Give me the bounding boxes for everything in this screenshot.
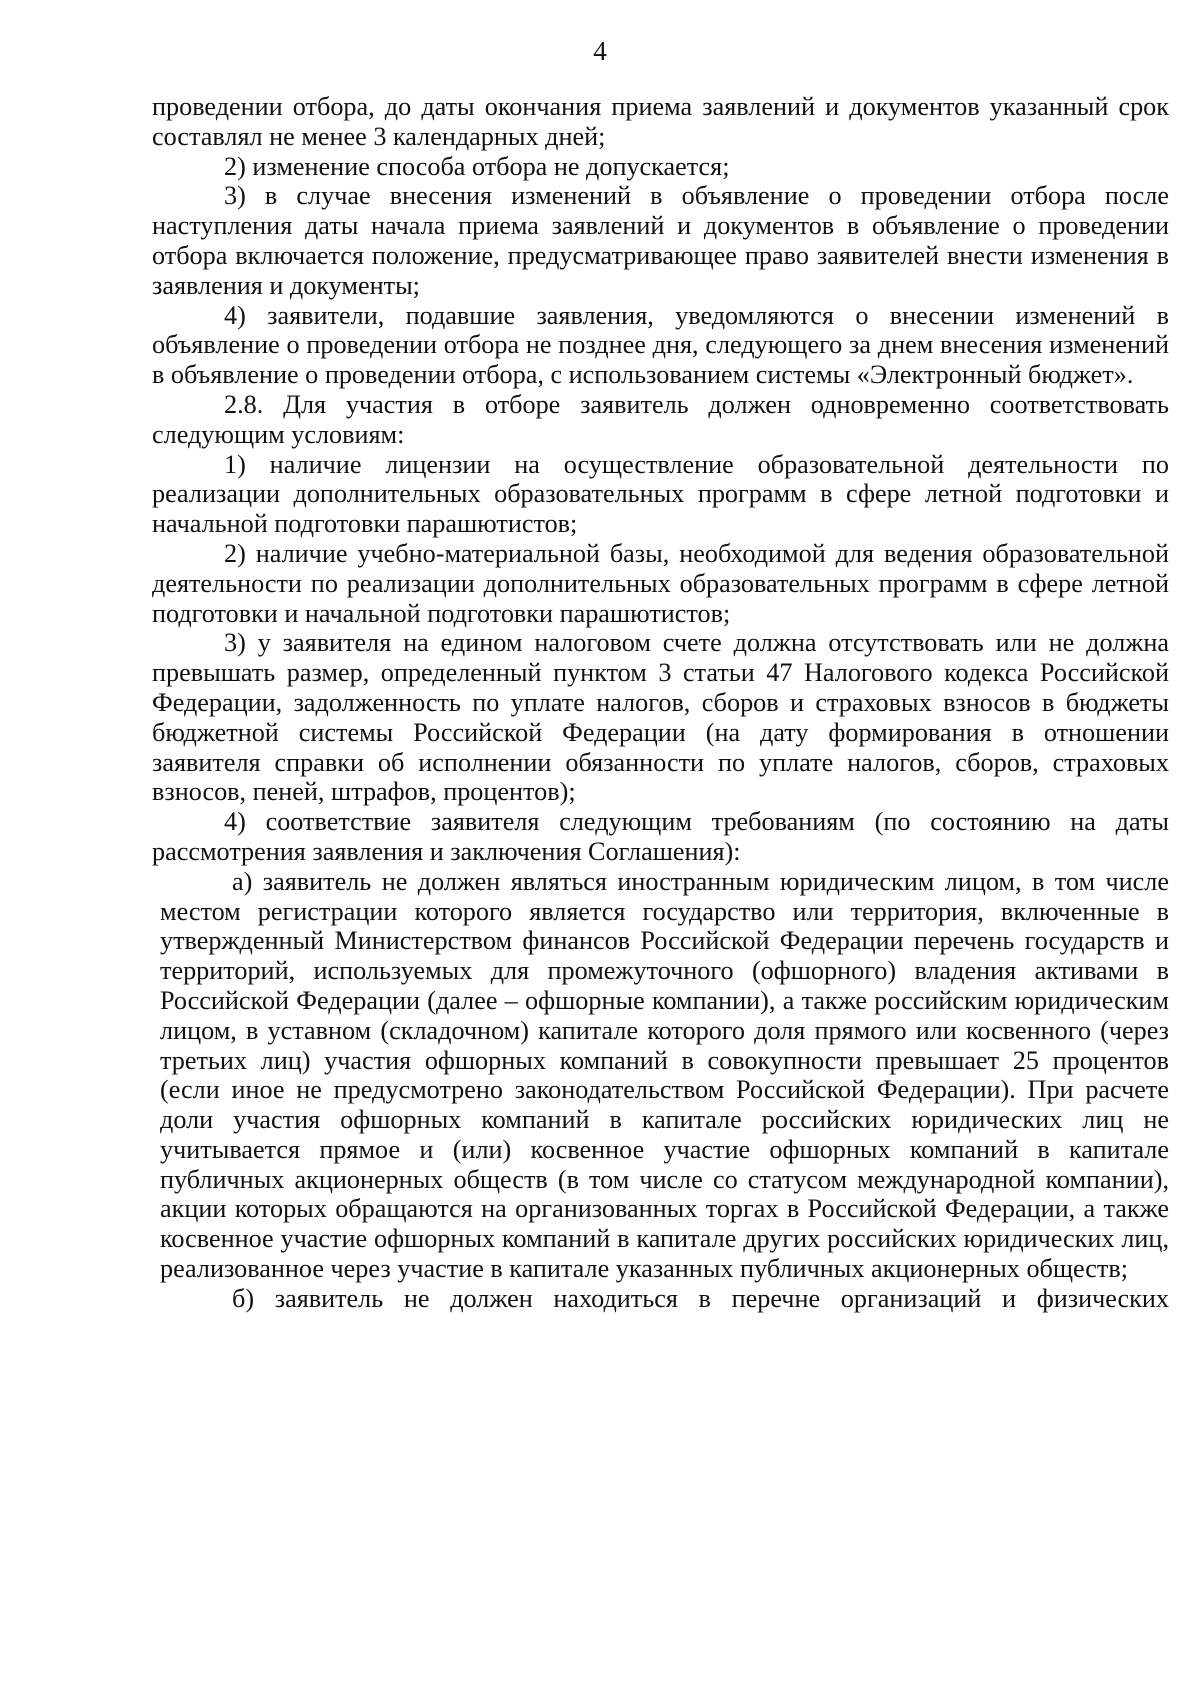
document-body xyxy=(152,92,1169,1314)
paragraph-continuation: проведении отбора, до даты окончания приема заявлений и документов указанный срок составлял не менее 3 календарных дней; xyxy=(152,92,1169,151)
paragraph-condition-1: 1) наличие лицензии на осуществление образовательной деятельности по реализации дополнительных образовательных программ в сфере летной подготовки и начальной подготовки парашютистов; xyxy=(152,449,1169,539)
paragraph-item-4: 4) заявители, подавшие заявления, уведомляются о внесении изменений в объявление о проведении отбора не позднее дня, следующего за днем внесения изменений в объявление о проведении отбора, с использованием системы «Электронный бюджет». xyxy=(152,300,1169,390)
paragraph-condition-3: 3) у заявителя на едином налоговом счете должна отсутствовать или не должна превышать размер, определенный пунктом 3 статьи 47 Налогового кодекса Российской Федерации, задолженность по уплате налогов, сборов и страховых взносов в бюджеты бюджетной системы Российской Федерации (на дату формирования в отношении заявителя справки об исполнении обязанности по уплате налогов, сборов, страховых взносов, пеней, штрафов, процентов); xyxy=(152,628,1169,807)
paragraph-condition-2: 2) наличие учебно-материальной базы, необходимой для ведения образовательной деятельности по реализации дополнительных образовательных программ в сфере летной подготовки и начальной подготовки парашютистов; xyxy=(152,538,1169,628)
paragraph-item-2: 2) изменение способа отбора не допускается; xyxy=(224,151,730,181)
paragraph-condition-4: 4) соответствие заявителя следующим требованиям (по состоянию на даты рассмотрения заявления и заключения Соглашения): xyxy=(152,807,1169,866)
paragraph-item-3: 3) в случае внесения изменений в объявление о проведении отбора после наступления даты начала приема заявлений и документов в объявление о проведении отбора включается положение, предусматривающее право заявителей внести изменения в заявления и документы; xyxy=(152,181,1169,300)
paragraph-subitem-a: а) заявитель не должен являться иностранным юридическим лицом, в том числе местом регистрации которого является государство или территория, включенные в утвержденный Министерством финансов Российской Федерации перечень государств и территорий, используемых для промежуточного (офшорного) владения активами в Российской Федерации (далее – офшорные компании), а также российским юридическим лицом, в уставном (складочном) капитале которого доля прямого или косвенного (через третьих лиц) участия офшорных компаний в совокупности превышает 25 процентов (если иное не предусмотрено законодательством Российской Федерации). При расчете доли участия офшорных компаний в капитале российских юридических лиц не учитывается прямое и (или) косвенное участие офшорных компаний в капитале публичных акционерных обществ (в том числе со статусом международной компании), акции которых обращаются на организованных торгах в Российской Федерации, а также косвенное участие офшорных компаний в капитале других российских юридических лиц, реализованное через участие в капитале указанных публичных акционерных обществ; xyxy=(160,866,1169,1284)
page-number: 4 xyxy=(593,36,607,66)
paragraph-subitem-b: б) заявитель не должен находиться в перечне организаций и физических xyxy=(232,1283,1169,1313)
paragraph-section-2-8: 2.8. Для участия в отборе заявитель должен одновременно соответствовать следующим условиям: xyxy=(152,389,1169,449)
